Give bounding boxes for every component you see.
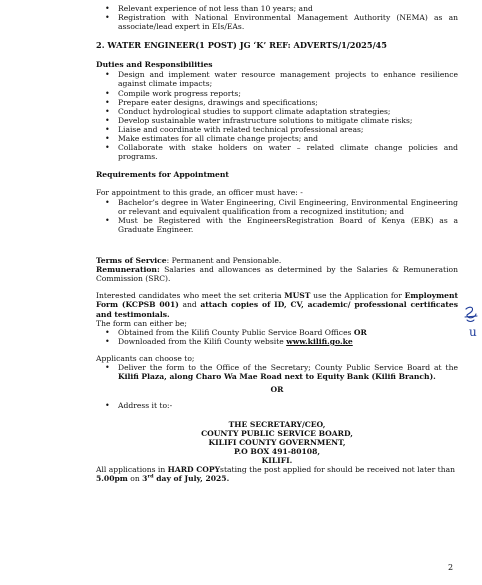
remuneration-label: Remuneration: [96, 265, 160, 275]
form-either: The form can either be; [96, 318, 187, 328]
list-item: • Design and implement water resource management projects to enhance resilience against climate impacts; [118, 70, 458, 88]
closing-text: All applications in [96, 465, 168, 475]
terms-of-service [96, 256, 458, 265]
list-item: • Conduct hydrological studies to support climate adaptation strategies; [118, 107, 458, 116]
or-label: OR [353, 327, 367, 337]
page-number: 2 [448, 563, 454, 572]
margin-note-glyph: u [469, 325, 477, 339]
address-line: P.O BOX 491-80108, [234, 446, 320, 456]
hard-copy-emphasis: HARD COPY [167, 465, 221, 475]
office-location: Kilifi Plaza, along Charo Wa Mae Road next to Equity Bank (Kilifi Branch). [118, 372, 436, 382]
list-item: • Compile work progress reports; [118, 89, 458, 98]
requirements-intro: For appointment to this grade, an officer must have: - [96, 188, 303, 198]
list-item [118, 363, 458, 381]
terms-text: : Permanent and Pensionable. [166, 256, 282, 266]
address-line: THE SECRETARY/CEO, [228, 419, 326, 429]
form-options-list [96, 328, 458, 346]
address-line: COUNTY PUBLIC SERVICE BOARD, [201, 428, 353, 438]
list-item: • Collaborate with stake holders on water – related climate change policies and programs. [118, 143, 458, 161]
or-separator: OR [270, 385, 284, 395]
deliver-text: Deliver the form to the Office of the Secretary; County Public Service Board at the [118, 363, 458, 373]
remuneration-text: Salaries and allowances as determined by the Salaries & Remuneration Commission (SRC). [96, 265, 458, 284]
list-item: • Make estimates for all climate change projects; and [118, 134, 458, 143]
list-item [118, 328, 458, 337]
list-item: • Develop sustainable water infrastructure solutions to mitigate climate risks; [118, 116, 458, 125]
list-item: • Address it to:- [118, 401, 458, 410]
deadline-date [142, 474, 229, 483]
requirements-heading: Requirements for Appointment [96, 170, 229, 180]
address-option-list [96, 401, 458, 410]
handwritten-margin-mark [460, 305, 482, 341]
deadline-day: 3 [142, 474, 148, 484]
delivery-options-list [96, 363, 458, 381]
address-line: KILIFI. [261, 456, 293, 465]
list-item: • Registration with National Environmental Management Authority (NEMA) as an associate/lead expert in EIs/EAs. [118, 13, 458, 31]
applicants-choose: Applicants can choose to; [96, 354, 195, 364]
address-line: KILIFI COUNTY GOVERNMENT, [208, 437, 346, 447]
application-text: use the Application for [310, 291, 405, 301]
duties-list [96, 70, 458, 161]
website-link[interactable]: www.kilifi.go.ke [286, 336, 353, 346]
list-item: • Must be Registered with the EngineersRegistration Board of Kenya (EBK) as a Graduate Engineer. [118, 216, 458, 234]
requirements-list [96, 198, 458, 234]
deadline-month-year: day of July, 2025. [153, 474, 230, 484]
remuneration [96, 265, 458, 283]
application-text: Interested candidates who meet the set criteria [96, 291, 285, 301]
previous-requirements-list [96, 4, 458, 31]
list-item: • Bachelor’s degree in Water Engineering, Civil Engineering, Environmental Engineering or relevant and equivalent qualification from a recognized institution; and [118, 198, 458, 216]
terms-label: Terms of Service [96, 256, 167, 266]
postal-address [96, 420, 458, 466]
list-item: • Prepare eater designs, drawings and specifications; [118, 98, 458, 107]
closing-statement [96, 465, 458, 483]
page-content [96, 4, 458, 483]
option-text: Downloaded from the Kilifi County website [118, 336, 287, 346]
job-heading: 2. WATER ENGINEER(1 POST) JG ‘K’ REF: ADVERTS/1/2025/45 [96, 40, 387, 51]
closing-text: stating the post applied for should be received not later than [220, 465, 456, 475]
attachments-required: attach copies of ID, CV, academic/ professional certificates and testimonials. [96, 300, 459, 319]
option-text: Obtained from the Kilifi County Public Service Board Offices [118, 327, 354, 337]
form-name: Employment Form (KCPSB 001) [96, 291, 458, 310]
list-item [118, 337, 458, 346]
closing-text: on [127, 474, 143, 484]
duties-heading: Duties and Responsibilities [96, 60, 213, 70]
application-text: and [178, 300, 201, 310]
must-emphasis: MUST [284, 291, 311, 301]
deadline-time: 5.00pm [96, 474, 128, 484]
deadline-day-suffix: rd [147, 473, 154, 480]
list-item: • Relevant experience of not less than 10 years; and [118, 4, 458, 13]
application-instructions [96, 291, 458, 318]
list-item: • Liaise and coordinate with related technical professional areas; [118, 125, 458, 134]
